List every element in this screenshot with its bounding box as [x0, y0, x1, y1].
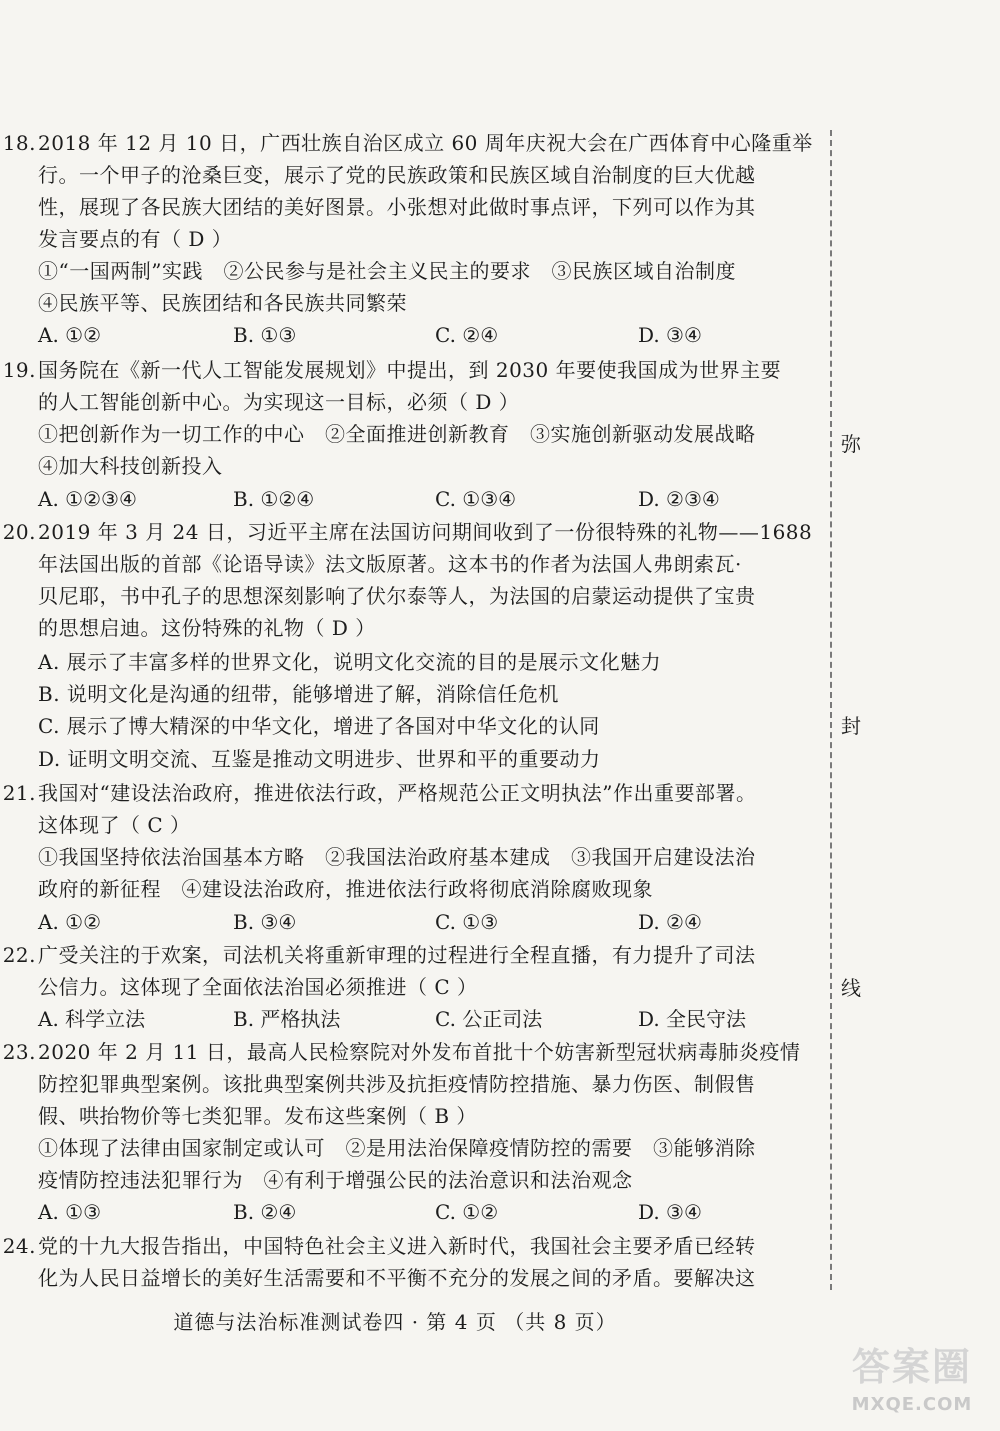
question-line: ①把创新作为一切工作的中心 ②全面推进创新教育 ③实施创新驱动发展战略: [38, 422, 756, 446]
watermark-site: MXQE.COM: [851, 1394, 973, 1415]
question-number: 22.: [2, 943, 36, 967]
question-line: ④加大科技创新投入: [38, 454, 223, 478]
question-line: ①我国坚持依法治国基本方略 ②我国法治政府基本建成 ③我国开启建设法治: [38, 845, 756, 869]
question-line: 国务院在《新一代人工智能发展规划》中提出，到 2030 年要使我国成为世界主要: [38, 358, 782, 382]
question-line: 疫情防控违法犯罪行为 ④有利于增强公民的法治意识和法治观念: [38, 1168, 633, 1192]
question-line: ①“一国两制”实践 ②公民参与是社会主义民主的要求 ③民族区域自治制度: [38, 259, 736, 283]
question-line: 我国对“建设法治政府，推进依法行政，严格规范公正文明执法”作出重要部署。: [38, 781, 757, 805]
question-line: 的思想启迪。这份特殊的礼物（ D ）: [38, 616, 376, 640]
option-a: A. 科学立法: [38, 1007, 146, 1031]
binding-label-xian: 线: [836, 972, 866, 1001]
option-c: C. ①②: [435, 1200, 499, 1224]
option-d: D. ③④: [638, 323, 702, 347]
question-line: ④民族平等、民族团结和各民族共同繁荣: [38, 291, 407, 315]
option-a: A. 展示了丰富多样的世界文化，说明文化交流的目的是展示文化魅力: [38, 650, 662, 674]
question-line: 发言要点的有（ D ）: [38, 227, 233, 251]
options-row: [38, 1006, 778, 1032]
question-line: 政府的新征程 ④建设法治政府，推进依法行政将彻底消除腐败现象: [38, 877, 653, 901]
question-line: ①体现了法律由国家制定或认可 ②是用法治保障疫情防控的需要 ③能够消除: [38, 1136, 756, 1160]
question-line: 广受关注的于欢案，司法机关将重新审理的过程进行全程直播，有力提升了司法: [38, 943, 756, 967]
option-a: A. ①②: [38, 910, 102, 934]
question-line: 性，展现了各民族大团结的美好图景。小张想对此做时事点评，下列可以作为其: [38, 195, 756, 219]
option-c: C. 公正司法: [435, 1007, 543, 1031]
options-row: [38, 322, 778, 348]
question-number: 21.: [2, 781, 36, 805]
question-number: 23.: [2, 1040, 36, 1064]
binding-label-mi: 弥: [836, 428, 866, 457]
option-c: C. ①③: [435, 910, 499, 934]
option-d: D. 全民守法: [638, 1007, 747, 1031]
question-line: 行。一个甲子的沧桑巨变，展示了党的民族政策和民族区域自治制度的巨大优越: [38, 163, 756, 187]
binding-dashed-line: [830, 130, 832, 1290]
option-c: C. ②④: [435, 323, 499, 347]
page-footer: 道德与法治标准测试卷四 · 第 4 页 （共 8 页）: [173, 1310, 617, 1334]
options-row: [38, 1199, 778, 1225]
option-b: B. 严格执法: [233, 1007, 341, 1031]
option-b: B. ②④: [233, 1200, 297, 1224]
question-line: 贝尼耶，书中孔子的思想深刻影响了伏尔泰等人，为法国的启蒙运动提供了宝贵: [38, 584, 756, 608]
question-line: 化为人民日益增长的美好生活需要和不平衡不充分的发展之间的矛盾。要解决这: [38, 1266, 756, 1290]
option-d: D. 证明文明交流、互鉴是推动文明进步、世界和平的重要动力: [38, 747, 601, 771]
question-line: 党的十九大报告指出，中国特色社会主义进入新时代，我国社会主要矛盾已经转: [38, 1234, 756, 1258]
question-line: 公信力。这体现了全面依法治国必须推进（ C ）: [38, 975, 478, 999]
option-c: C. ①③④: [435, 487, 517, 511]
option-a: A. ①②: [38, 323, 102, 347]
question-line: 防控犯罪典型案例。该批典型案例共涉及抗拒疫情防控措施、暴力伤医、制假售: [38, 1072, 756, 1096]
question-number: 20.: [2, 520, 36, 544]
option-b: B. ③④: [233, 910, 297, 934]
question-line: 2019 年 3 月 24 日，习近平主席在法国访问期间收到了一份很特殊的礼物——1688: [38, 520, 813, 544]
question-line: 2018 年 12 月 10 日，广西壮族自治区成立 60 周年庆祝大会在广西体育中心隆重举: [38, 131, 813, 155]
option-d: D. ②③④: [638, 487, 720, 511]
watermark-logo: [832, 1336, 992, 1428]
question-line: 年法国出版的首部《论语导读》法文版原著。这本书的作者为法国人弗朗索瓦·: [38, 552, 742, 576]
option-b: B. ①③: [233, 323, 297, 347]
option-a: A. ①②③④: [38, 487, 137, 511]
watermark-brand: 答案圈: [852, 1345, 973, 1389]
question-number: 24.: [2, 1234, 36, 1258]
question-line: 2020 年 2 月 11 日，最高人民检察院对外发布首批十个妨害新型冠状病毒肺炎疫情: [38, 1040, 801, 1064]
option-d: D. ③④: [638, 1200, 702, 1224]
binding-label-feng: 封: [836, 710, 866, 739]
options-row: [38, 909, 778, 935]
question-number: 18.: [2, 131, 36, 155]
question-number: 19.: [2, 358, 36, 382]
option-c: C. 展示了博大精深的中华文化，增进了各国对中华文化的认同: [38, 714, 600, 738]
option-b: B. 说明文化是沟通的纽带，能够增进了解，消除信任危机: [38, 682, 559, 706]
option-d: D. ②④: [638, 910, 702, 934]
option-b: B. ①②④: [233, 487, 315, 511]
question-line: 的人工智能创新中心。为实现这一目标，必须（ D ）: [38, 390, 520, 414]
question-line: 这体现了（ C ）: [38, 813, 191, 837]
question-line: 假、哄抬物价等七类犯罪。发布这些案例（ B ）: [38, 1104, 477, 1128]
option-a: A. ①③: [38, 1200, 102, 1224]
options-row: [38, 486, 778, 512]
